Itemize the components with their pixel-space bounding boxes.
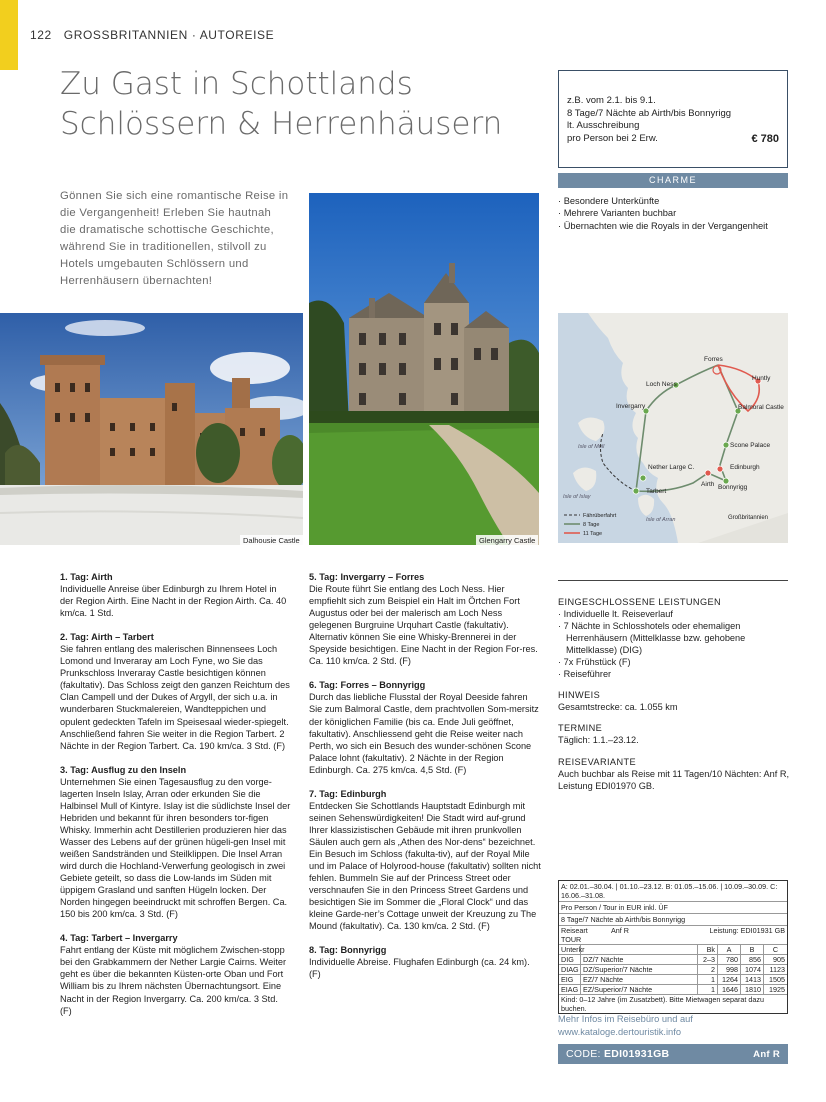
price-table-seasons: A: 02.01.–30.04. | 01.10.–23.12. B: 01.05.–15.06. | 10.09.–30.09. C: 16.06.–31.08. bbox=[559, 881, 787, 902]
day-title: 8. Tag: Bonnyrigg bbox=[309, 945, 387, 956]
reiseart-label: Reiseart TOUR bbox=[561, 926, 588, 944]
row-desc: DZ/Superior/7 Nächte bbox=[581, 965, 698, 974]
map-label-edinburgh: Edinburgh bbox=[730, 464, 760, 471]
itinerary-column-left bbox=[60, 571, 292, 1029]
map-label-huntly: Huntly bbox=[752, 375, 771, 382]
page-header bbox=[30, 28, 274, 42]
price-table-meta-row bbox=[559, 926, 787, 945]
map-label-isle-of-islay: Isle of Islay bbox=[563, 494, 591, 500]
price-table-basis: Pro Person / Tour in EUR inkl. ÜF bbox=[559, 902, 787, 914]
anf-code: Anf R bbox=[753, 1048, 780, 1060]
price-note: lt. Ausschreibung bbox=[567, 120, 640, 131]
price-date: z.B. vom 2.1. bis 9.1. bbox=[567, 95, 656, 106]
catalog-link[interactable]: www.kataloge.dertouristik.info bbox=[558, 1027, 681, 1037]
map-label-tarbert: Tarbert bbox=[646, 488, 667, 495]
col-head: Unterkr bbox=[561, 945, 585, 954]
charme-item: · Übernachten wie die Royals in der Vergangenheit bbox=[558, 220, 798, 232]
map-label-country: Großbritannien bbox=[728, 515, 769, 521]
row-price-a: 1264 bbox=[718, 975, 741, 984]
intro-text: Gönnen Sie sich eine romantische Reise in die Vergangenheit! Erleben Sie hautnah die dramatische schottische Geschichte, während Sie in traditionellen, stilvoll zu Hotels umgebauten Schlössern und Herrenhäusern übernachten! bbox=[60, 190, 289, 287]
booking-code-bar bbox=[558, 1044, 788, 1064]
map-label-nether-largie: Nether Large C. bbox=[648, 464, 695, 471]
variante-heading: REISEVARIANTE bbox=[558, 756, 637, 767]
col-head: B bbox=[741, 945, 764, 954]
day-text: Entdecken Sie Schottlands Hauptstadt Edinburgh mit seinen Sehenswürdigkeiten! Die Stadt wird auf-grund Ihrer klassizistischen Gebäude mit ihren prunkvollen Säulen auch gern als „Athen des Nor-dens“ bezeichnet. Ein Besuch im Schloss (fakulta-tiv), auf der Royal Mile und im Palace of Holyrood-house (fakultativ) sollten nicht fehlen. Bummeln Sie auf der Princess Street oder verschnaufen Sie in den Princess Street Gardens und besichtigen Sie im Sommer die „Floral Clock“ und das kleine Garde-ner’s Cottage unweit der Kreuzung zu The Mound (fakultativ). Ca. 130 km/ca. 2 Std. (F) bbox=[309, 800, 541, 932]
row-price-b: 1074 bbox=[741, 965, 764, 974]
map-label-isle-of-mull: Isle of Mull bbox=[578, 444, 605, 450]
day-text: Unternehmen Sie einen Tagesausflug zu den vorge-lagerten Inseln Islay, Arran oder erkunden Sie die Halbinsel Mull of Kintyre. Islay ist die südlichste Insel der Hebriden und bekannt für ihren besonders tor-figen Whisky. Immerhin acht Destillerien produzieren hier das Wasser des Lebens auf der grünen hügeli-gen Insel mit weißen Sandstränden und Steilklippen. Die Insel Arran wird durch die Hochland-Verwerfung geologisch in zwei Gebiete geteilt, so dass die Low-lands im Süden mit üppigem Grasland und sanften Hügeln locken. Der Norden hingegen beeindruckt mit schroffen Bergen. Ca. 150 bis 200 km/ca. 3 Std. (F) bbox=[60, 776, 291, 920]
price-table-footnote bbox=[559, 995, 787, 1013]
row-price-c: 1505 bbox=[769, 975, 785, 984]
more-info-text: Mehr Infos im Reisebüro und auf bbox=[558, 1014, 693, 1024]
day-4 bbox=[60, 932, 292, 1016]
row-code: DIAG bbox=[559, 965, 581, 974]
day-text: Individuelle Abreise. Flughafen Edinburgh (ca. 24 km). (F) bbox=[309, 957, 530, 980]
day-text: Sie fahren entlang des malerischen Binnensees Loch Lomond und Inveraray am Loch Fyne, wo Sie das Prunkschloss Inveraray Castle besichtigen können (fakultativ). Das Schloss zeigt den ganzen Reichtum des Clan Campell und der Dukes of Argyll, der sich u.a. in wunderbaren Stuckmalereien, Wandteppichen und opulent gedeckten Tafeln im Speisesaal wieder-spiegelt. Anschließend fahren Sie weiter in die Region Tarbert. 2 Nächte in der Region Tarbert. Ca. 190 km/ca. 3 Std. (F) bbox=[60, 644, 290, 751]
page-number: 122 bbox=[30, 28, 52, 42]
day-text: Individuelle Anreise über Edinburgh zu Ihrem Hotel in der Region Airth. Eine Nacht in der Region Airth. Ca. 40 km/ca. 1 Std. bbox=[60, 584, 287, 619]
booking-code bbox=[566, 1048, 669, 1060]
price-table-duration: 8 Tage/7 Nächte ab Airth/bis Bonnyrigg bbox=[559, 914, 787, 926]
row-price-a: 1646 bbox=[718, 985, 741, 994]
row-price-a: 998 bbox=[718, 965, 741, 974]
price-table bbox=[558, 880, 788, 1014]
legend-8-tage: 8 Tage bbox=[583, 522, 600, 528]
info-column bbox=[558, 596, 790, 792]
price-box bbox=[558, 70, 788, 168]
day-title: 1. Tag: Airth bbox=[60, 572, 113, 582]
map-label-forres: Forres bbox=[704, 356, 723, 363]
section-marker bbox=[0, 0, 18, 70]
row-price-c: 905 bbox=[773, 955, 785, 964]
day-title: 5. Tag: Invergarry – Forres bbox=[309, 572, 425, 582]
price-duration: 8 Tage/7 Nächte ab Airth/bis Bonnyrigg bbox=[567, 107, 732, 119]
leistung-item: · 7x Frühstück (F) bbox=[558, 656, 790, 668]
charme-list bbox=[558, 195, 798, 232]
map-label-loch-ness: Loch Ness bbox=[646, 381, 677, 388]
day-2 bbox=[60, 631, 292, 751]
itinerary-column-middle bbox=[309, 571, 541, 992]
day-text: Die Route führt Sie entlang des Loch Ness. Hier empfiehlt sich zum Beispiel ein Halt im Örtchen Fort Augustus oder bei der malerisch am Loch Ness gelegenen Burgruine Urquhart Castle (fakultativ). Alternativ können Sie eine Whisky-Brennerei in der Speyside besichtigen. Eine Nacht in der Region For-res. Ca. 110 km/ca. 2 Std. (F) bbox=[309, 584, 538, 667]
map-label-airth: Airth bbox=[701, 481, 715, 488]
variante-text: Auch buchbar als Reise mit 11 Tagen/10 Nächten: Anf R, Leistung EDI01970 GB. bbox=[558, 768, 790, 791]
row-desc: EZ/Superior/7 Nächte bbox=[581, 985, 698, 994]
day-title: 2. Tag: Airth – Tarbert bbox=[60, 632, 154, 643]
price-row bbox=[567, 133, 779, 146]
day-6 bbox=[309, 679, 541, 775]
day-8 bbox=[309, 944, 541, 980]
map-label-scone: Scone Palace bbox=[730, 442, 771, 449]
caption-glengarry: Glengarry Castle bbox=[476, 535, 538, 546]
map-label-bonnyrigg: Bonnyrigg bbox=[718, 484, 748, 491]
map-label-isle-of-arran: Isle of Arran bbox=[646, 517, 676, 523]
row-bk: 2–3 bbox=[698, 955, 718, 964]
table-row bbox=[559, 975, 787, 985]
table-row bbox=[559, 955, 787, 965]
divider bbox=[558, 580, 788, 581]
row-bk: 2 bbox=[698, 965, 718, 974]
row-price-a: 780 bbox=[718, 955, 741, 964]
row-price-c: 1123 bbox=[769, 965, 785, 974]
legend-11-tage: 11 Tage bbox=[583, 531, 603, 537]
table-row bbox=[559, 985, 787, 995]
hinweis-heading: HINWEIS bbox=[558, 690, 601, 701]
day-text: Durch das liebliche Flusstal der Royal Deeside fahren Sie zum Balmoral Castle, dem prachtvollen Som-mersitz der königlichen Familie (bis ca. Ende Juli geöffnet, fakultativ). Anschliessend geht die Reise weiter nach Perth, wo sich ein Besuch des wunder-schönen Scone Palace lohnt (fakultativ). 2 Nächte in der Region Edinburgh. Ca. 275 km/ca. 4,5 Std. (F) bbox=[309, 692, 539, 775]
leistungen-heading: EINGESCHLOSSENE LEISTUNGEN bbox=[558, 597, 722, 607]
row-price-b: 856 bbox=[741, 955, 764, 964]
row-price-c: 1925 bbox=[769, 985, 785, 994]
leistungen-list bbox=[558, 608, 790, 680]
hinweis-text: Gesamtstrecke: ca. 1.055 km bbox=[558, 702, 678, 713]
title-line-2: Schlössern & Herrenhäusern bbox=[60, 106, 503, 142]
day-3 bbox=[60, 764, 292, 921]
anf-label: Anf R bbox=[611, 926, 629, 935]
row-desc: DZ/7 Nächte bbox=[581, 955, 698, 964]
termine-text: Täglich: 1.1.–23.12. bbox=[558, 735, 639, 746]
col-head: C bbox=[772, 945, 779, 954]
caption-dalhousie: Dalhousie Castle bbox=[240, 535, 303, 546]
termine-heading: TERMINE bbox=[558, 723, 603, 734]
price-label: pro Person bei 2 Erw. bbox=[567, 132, 658, 144]
row-code: DIG bbox=[559, 955, 581, 964]
price-table-head-row bbox=[559, 945, 787, 955]
day-1 bbox=[60, 571, 292, 619]
row-code: EIG bbox=[559, 975, 581, 984]
day-title: 3. Tag: Ausflug zu den Inseln bbox=[60, 764, 187, 775]
charme-item: · Besondere Unterkünfte bbox=[558, 195, 798, 207]
section-title: GROSSBRITANNIEN · AUTOREISE bbox=[63, 28, 275, 42]
day-title: 7. Tag: Edinburgh bbox=[309, 788, 387, 799]
day-7 bbox=[309, 788, 541, 933]
map-label-balmoral: Balmoral Castle bbox=[738, 404, 784, 411]
charme-bar: CHARME bbox=[558, 173, 788, 188]
day-text: Fahrt entlang der Küste mit möglichem Zwischen-stopp bei den Grabkammern der Nether Largie Cairns. Weiter geht es über die bekannten Küsten-orte Oban und Fort William bis zu Ihrem nächsten Übernachtungsort. Eine Nacht in der Region Invergarry. Ca. 200 km/ca. 3 Std. (F) bbox=[60, 945, 287, 1016]
day-5 bbox=[309, 571, 541, 667]
row-code: EIAG bbox=[559, 985, 581, 994]
code-value: EDI01931GB bbox=[603, 1048, 670, 1060]
photo-dalhousie-castle bbox=[0, 313, 303, 545]
photo-glengarry-castle bbox=[309, 193, 539, 545]
code-label: CODE: bbox=[566, 1048, 601, 1060]
price-value: € 780 bbox=[751, 132, 779, 145]
legend-ferry: Fährüberfahrt bbox=[583, 513, 617, 519]
row-price-b: 1810 bbox=[741, 985, 764, 994]
day-title: 4. Tag: Tarbert – Invergarry bbox=[60, 933, 178, 944]
title-line-1: Zu Gast in Schottlands bbox=[60, 66, 413, 102]
col-head: Bk bbox=[698, 945, 718, 954]
table-row bbox=[559, 965, 787, 975]
page-title bbox=[60, 64, 560, 144]
day-title: 6. Tag: Forres – Bonnyrigg bbox=[309, 680, 426, 691]
row-desc: EZ/7 Nächte bbox=[581, 975, 698, 984]
charme-item: · Mehrere Varianten buchbar bbox=[558, 207, 798, 219]
leistung-item: · 7 Nächte in Schlosshotels oder ehemaligen Herrenhäusern (Mittelklasse bzw. gehobene Mittelklasse) (DIG) bbox=[558, 620, 790, 656]
more-info bbox=[558, 1013, 693, 1039]
footnote-text: Kind: 0–12 Jahre (im Zusatzbett). Bitte Mietwagen separat dazu buchen. bbox=[561, 995, 764, 1013]
row-price-b: 1413 bbox=[741, 975, 764, 984]
leistung-label: Leistung: EDI01931 GB bbox=[709, 926, 785, 935]
col-head: A bbox=[718, 945, 741, 954]
row-bk: 1 bbox=[698, 975, 718, 984]
col-head bbox=[581, 945, 698, 954]
map-label-invergarry: Invergarry bbox=[616, 403, 646, 410]
leistung-item: · Individuelle lt. Reiseverlauf bbox=[558, 608, 790, 620]
route-map bbox=[558, 313, 788, 543]
leistung-item: · Reiseführer bbox=[558, 668, 790, 680]
row-bk: 1 bbox=[698, 985, 718, 994]
